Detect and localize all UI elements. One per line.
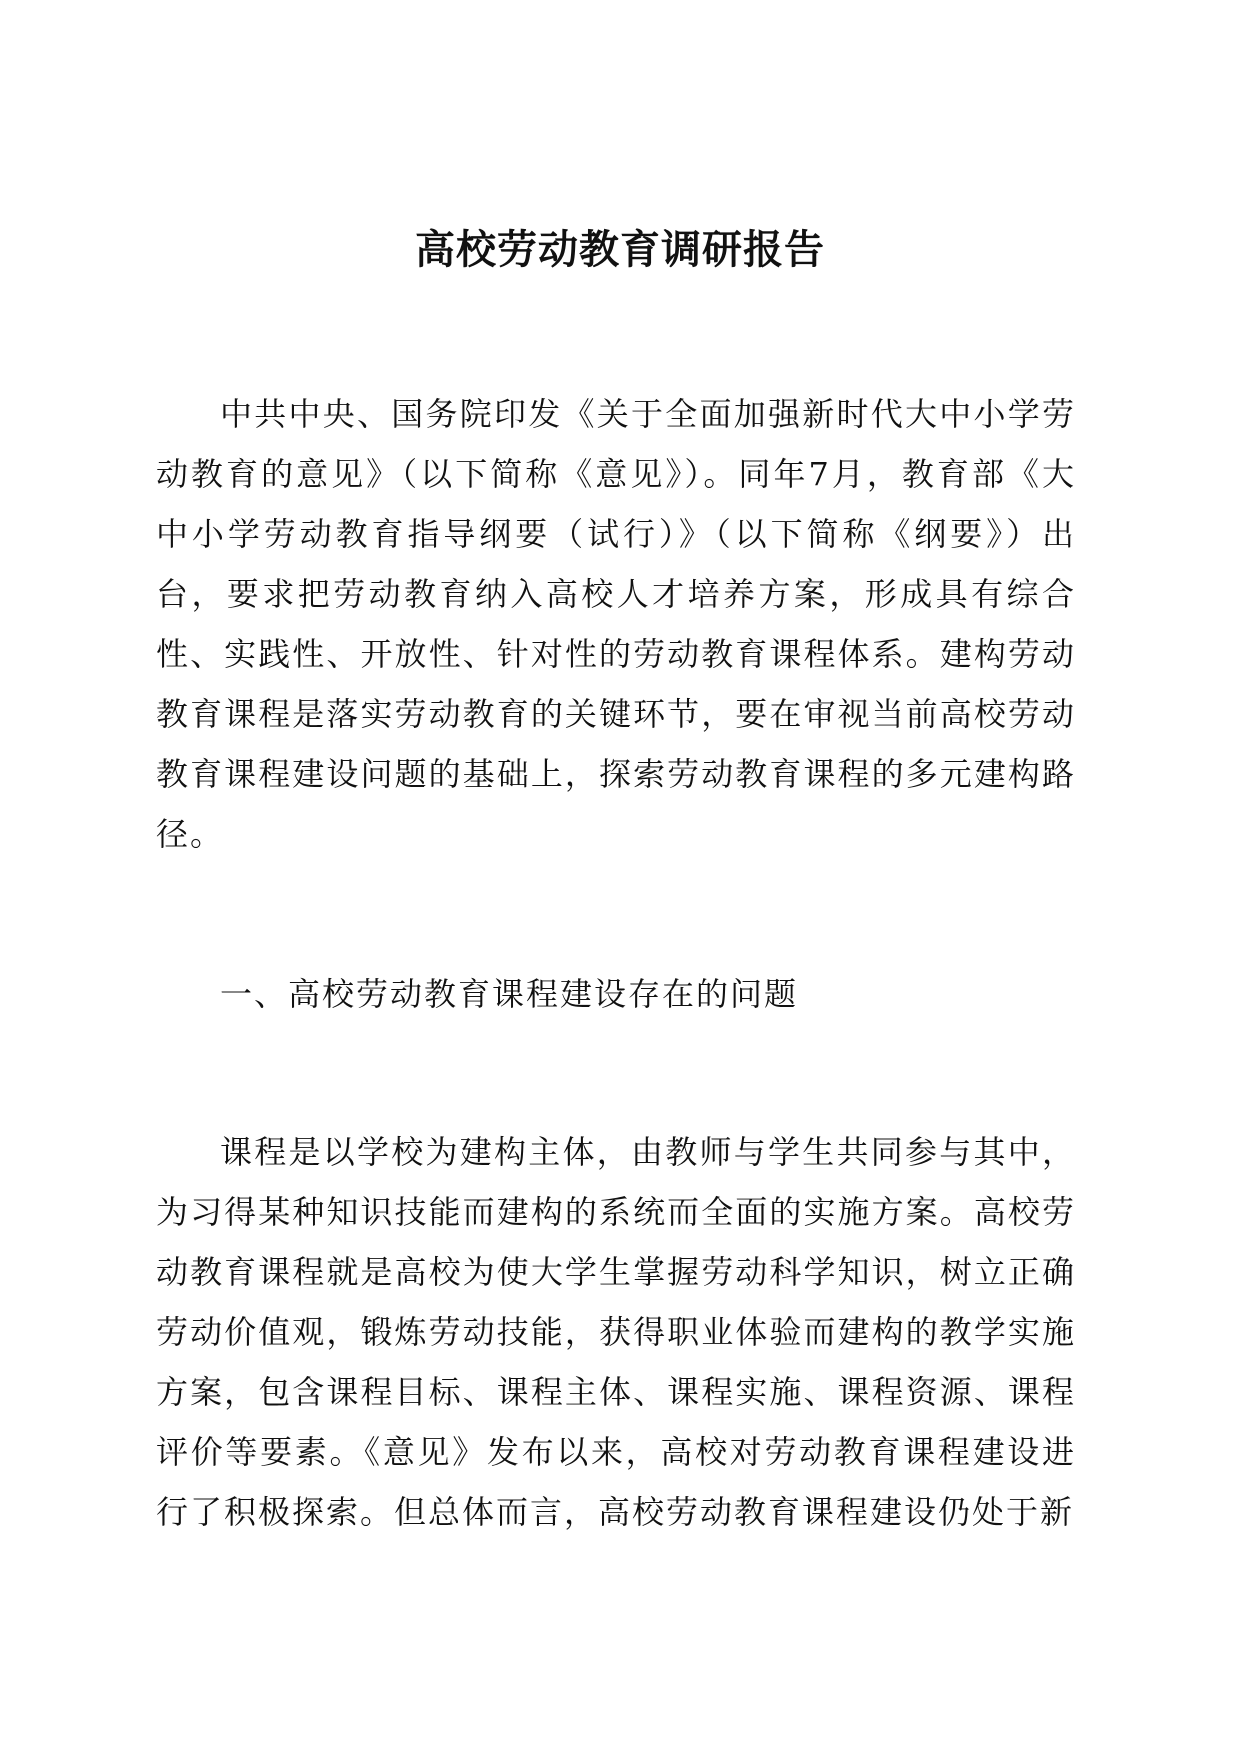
section-heading: 一、高校劳动教育课程建设存在的问题 [220,975,799,1013]
body-paragraph: 课程是以学校为建构主体，由教师与学生共同参与其中，为习得某种知识技能而建构的系统而全面的实施方案。高校劳动教育课程就是高校为使大学生掌握劳动科学知识，树立正确劳动价值观，锻炼劳动技能，获得职业体验而建构的教学实施方案，包含课程目标、课程主体、课程实施、课程资源、课程评价等要素。《意见》发布以来，高校对劳动教育课程建设进行了积极探索。但总体而言，高校劳动教育课程建设仍处于新 [156,1133,1076,1531]
intro-paragraph: 中共中央、国务院印发《关于全面加强新时代大中小学劳动教育的意见》（以下简称《意见》）。同年7月，教育部《大中小学劳动教育指导纲要（试行）》（以下简称《纲要》）出台，要求把劳动教育纳入高校人才培养方案，形成具有综合性、实践性、开放性、针对性的劳动教育课程体系。建构劳动教育课程是落实劳动教育的关键环节，要在审视当前高校劳动教育课程建设问题的基础上，探索劳动教育课程的多元建构路径。 [156,395,1076,853]
document-title: 高校劳动教育调研报告 [415,227,825,273]
